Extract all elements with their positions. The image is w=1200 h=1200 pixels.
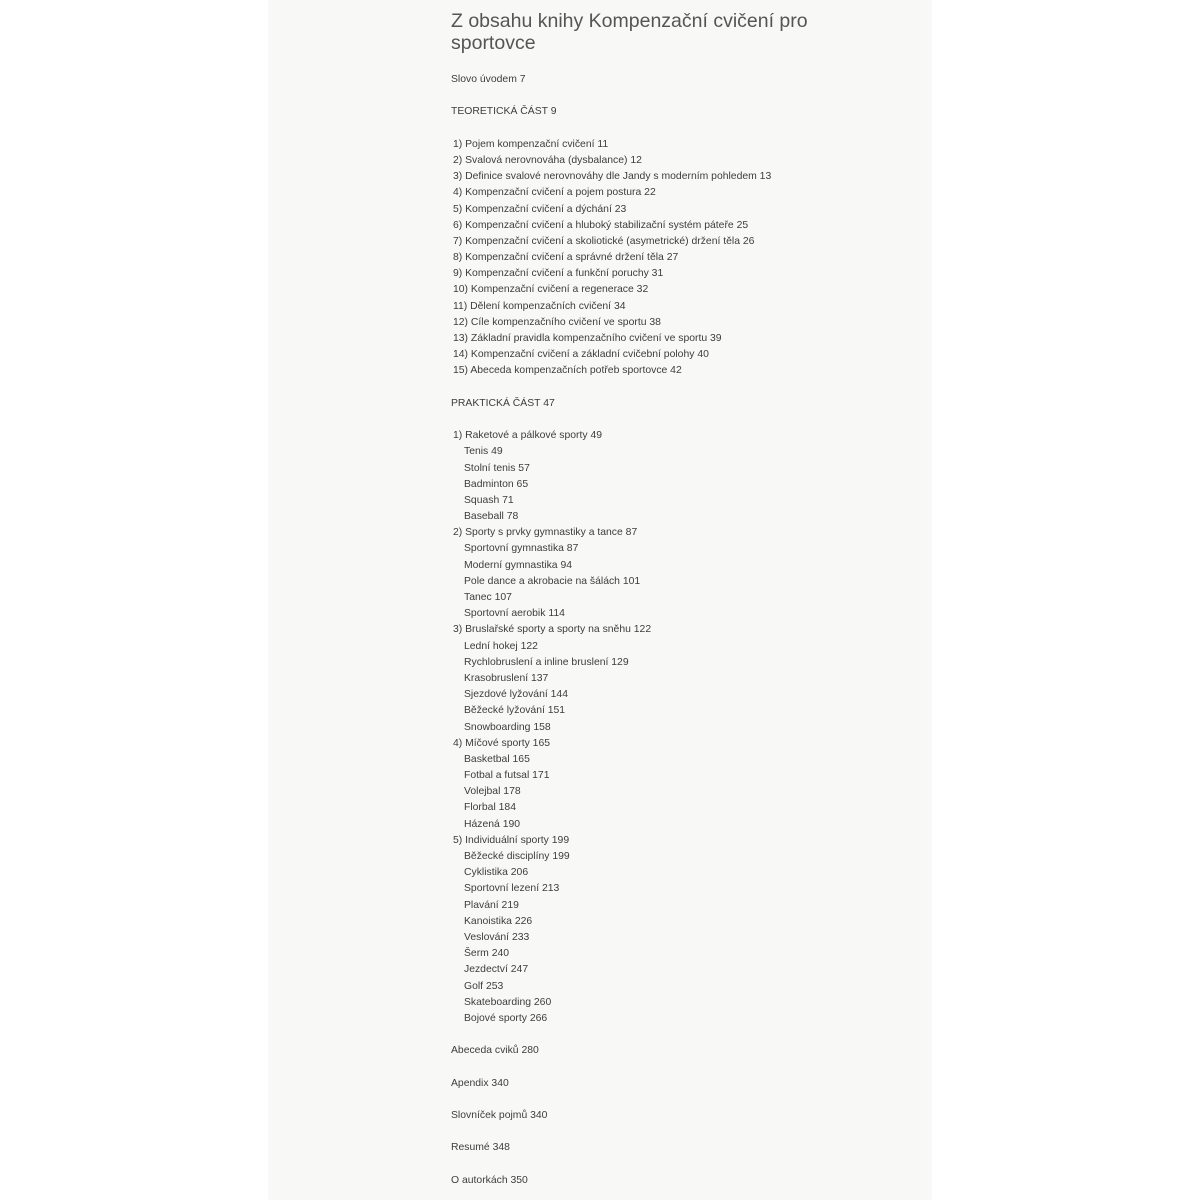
practice-item: Šerm 240: [464, 948, 510, 960]
theory-item: 2) Svalová nerovnováha (dysbalance) 12: [453, 154, 642, 166]
theory-heading: TEORETICKÁ ČÁST 9: [451, 106, 557, 118]
theory-item: 15) Abeceda kompenzačních potřeb sportovce 42: [453, 365, 682, 377]
appendix-entry: O autorkách 350: [451, 1174, 528, 1186]
theory-item: 1) Pojem kompenzační cvičení 11: [453, 138, 609, 150]
practice-item: Pole dance a akrobacie na šálách 101: [464, 575, 641, 587]
practice-item: Lední hokej 122: [464, 640, 538, 652]
practice-item: Basketbal 165: [464, 753, 530, 765]
practice-item: Běžecké disciplíny 199: [464, 851, 570, 862]
practice-section-label: 1) Raketové a pálkové sporty 49: [453, 430, 603, 442]
practice-item: Krasobruslení 137: [464, 672, 549, 684]
theory-item: 14) Kompenzační cvičení a základní cvičební polohy 40: [453, 349, 709, 361]
theory-item: 6) Kompenzační cvičení a hluboký stabilizační systém páteře 25: [453, 219, 749, 231]
theory-item: 10) Kompenzační cvičení a regenerace 32: [453, 284, 649, 296]
practice-item: Veslování 233: [464, 931, 530, 943]
practice-item: Florbal 184: [464, 802, 516, 814]
appendix-entry: Slovníček pojmů 340: [451, 1110, 548, 1121]
theory-item: 8) Kompenzační cvičení a správné držení těla 27: [453, 252, 679, 264]
theory-item: 9) Kompenzační cvičení a funkční poruchy 31: [453, 268, 664, 280]
theory-item: 4) Kompenzační cvičení a pojem postura 22: [453, 187, 656, 199]
practice-item: Sportovní gymnastika 87: [464, 543, 579, 555]
practice-item: Bojové sporty 266: [464, 1012, 548, 1024]
practice-item: Volejbal 178: [464, 786, 521, 798]
practice-item: Moderní gymnastika 94: [464, 559, 573, 571]
practice-section-label: 5) Individuální sporty 199: [453, 834, 570, 846]
appendix-entry: Abeceda cviků 280: [451, 1045, 539, 1057]
practice-section-label: 4) Míčové sporty 165: [453, 737, 551, 749]
intro-entry: Slovo úvodem 7: [451, 74, 526, 85]
practice-item: Sportovní lezení 213: [464, 883, 560, 895]
practice-item: Badminton 65: [464, 478, 529, 490]
appendix-entry: Resumé 348: [451, 1142, 510, 1154]
theory-item: 5) Kompenzační cvičení a dýchání 23: [453, 203, 627, 215]
theory-list: [451, 137, 891, 380]
theory-item: 12) Cíle kompenzačního cvičení ve sportu 38: [453, 316, 661, 328]
practice-section-label: 3) Bruslařské sporty a sporty na sněhu 122: [453, 624, 652, 636]
theory-item: 11) Dělení kompenzačních cvičení 34: [453, 300, 626, 312]
practice-item: Fotbal a futsal 171: [464, 770, 550, 782]
practice-item: Tanec 107: [464, 592, 512, 603]
practice-list: [451, 428, 891, 1027]
practice-item: Kanoistika 226: [464, 915, 533, 927]
theory-item: 3) Definice svalové nerovnováhy dle Jandy s moderním pohledem 13: [453, 171, 772, 183]
practice-item: Jezdectví 247: [464, 964, 529, 976]
practice-item: Golf 253: [464, 980, 504, 992]
practice-heading: PRAKTICKÁ ČÁST 47: [451, 397, 555, 409]
practice-item: Rychlobruslení a inline bruslení 129: [464, 656, 629, 668]
practice-item: Plavání 219: [464, 899, 519, 911]
appendix-entry: Apendix 340: [451, 1077, 509, 1089]
practice-item: Házená 190: [464, 818, 521, 830]
practice-item: Snowboarding 158: [464, 721, 551, 733]
theory-item: 7) Kompenzační cvičení a skoliotické (asymetrické) držení těla 26: [453, 235, 755, 247]
practice-item: Sjezdové lyžování 144: [464, 689, 568, 701]
toc-content: [451, 10, 891, 1189]
practice-item: Skateboarding 260: [464, 996, 552, 1008]
theory-item: 13) Základní pravidla kompenzačního cvičení ve sportu 39: [453, 333, 722, 344]
practice-item: Stolní tenis 57: [464, 462, 530, 474]
page-title: Z obsahu knihy Kompenzační cvičení pro sportovce: [451, 10, 808, 54]
practice-item: Tenis 49: [464, 446, 503, 458]
practice-item: Běžecké lyžování 151: [464, 705, 566, 717]
practice-section-label: 2) Sporty s prvky gymnastiky a tance 87: [453, 527, 638, 539]
practice-item: Squash 71: [464, 494, 514, 506]
practice-item: Cyklistika 206: [464, 867, 529, 879]
practice-item: Sportovní aerobik 114: [464, 608, 565, 620]
practice-item: Baseball 78: [464, 511, 519, 523]
